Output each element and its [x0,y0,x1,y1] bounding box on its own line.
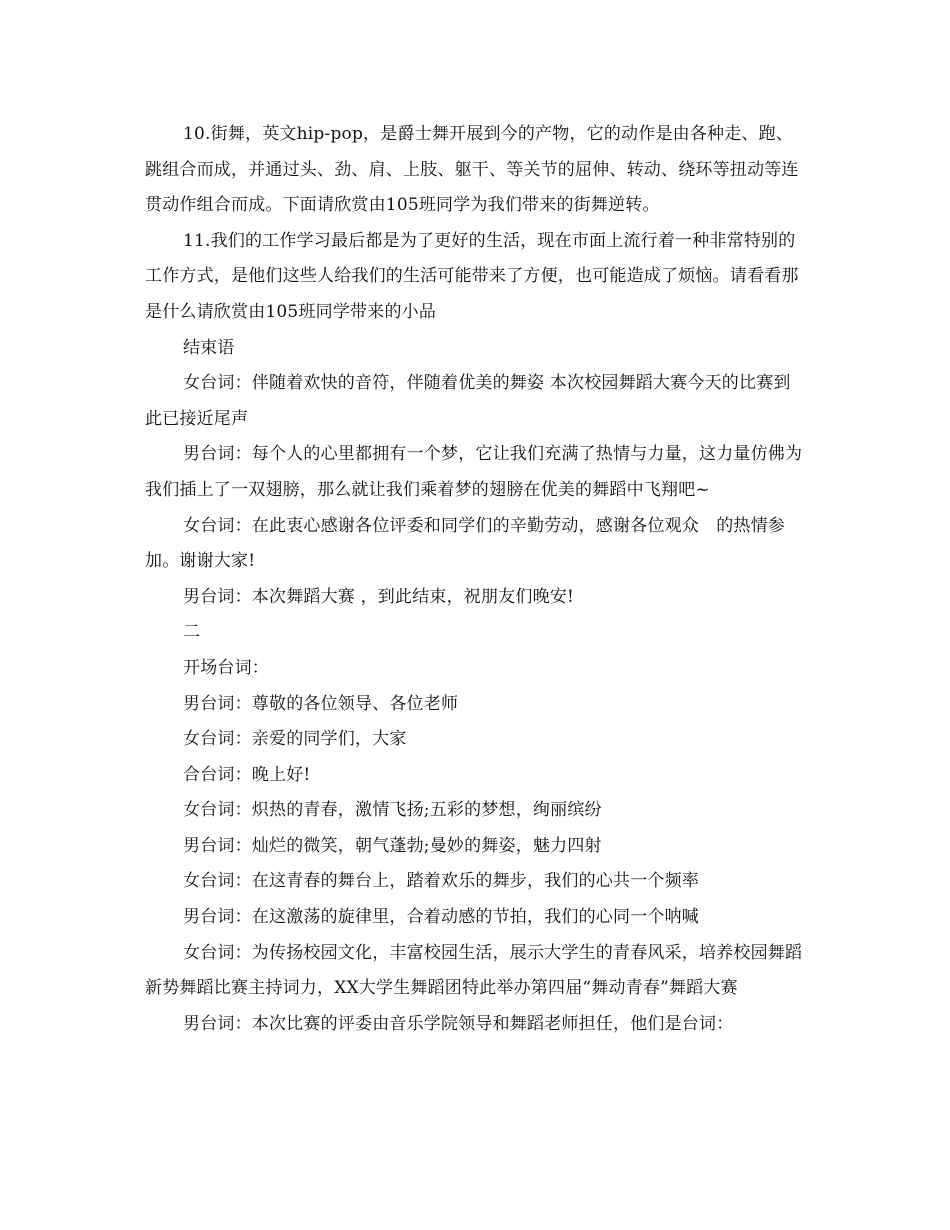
paragraph-closing-female-2: 女台词：在此衷心感谢各位评委和同学们的辛勤劳动，感谢各位观众 的热情参加。谢谢大家! [145,515,785,572]
paragraph-opening-male-4: 男台词：本次比赛的评委由音乐学院领导和舞蹈老师担任，他们是台词： [183,1013,734,1034]
paragraph-closing-female-1: 女台词：伴随着欢快的音符，伴随着优美的舞姿 本次校园舞蹈大赛今天的比赛到此已接近尾声 [145,373,791,429]
paragraph-closing-male-1: 男台词：每个人的心里都拥有一个梦，它让我们充满了热情与力量，这力量仿佛为我们插上了一双翅膀，那么就让我们乘着梦的翅膀在优美的舞蹈中飞翔吧~ [145,444,803,500]
section-heading-opening: 开场台词： [183,657,269,678]
paragraph-opening-male-3: 男台词：在这激荡的旋律里，合着动感的节拍，我们的心同一个呐喊 [183,907,699,928]
section-number-two: 二 [183,622,201,643]
document-body [145,117,805,1042]
paragraph-opening-male-2: 男台词：灿烂的微笑，朝气蓬勃;曼妙的舞姿，魅力四射 [183,835,602,856]
paragraph-opening-male-1: 男台词：尊敬的各位领导、各位老师 [183,693,459,714]
paragraph-opening-female-1: 女台词：亲爱的同学们，大家 [183,729,407,750]
section-heading-closing: 结束语 [183,337,235,358]
paragraph-opening-female-4: 女台词：为传扬校园文化，丰富校园生活，展示大学生的青春风采，培养校园舞蹈新势舞蹈比赛主持词力，XX大学生舞蹈团特此举办第四届“舞动青春”舞蹈大赛 [145,942,803,999]
paragraph-skit-intro: 11.我们的工作学习最后都是为了更好的生活，现在市面上流行着一种非常特别的工作方式，是他们这些人给我们的生活可能带来了方便，也可能造成了烦恼。请看看那是什么请欣赏由105班同学带来的小品 [145,230,799,322]
paragraph-opening-female-2: 女台词：炽热的青春，激情飞扬;五彩的梦想，绚丽缤纷 [183,800,602,821]
paragraph-hiphop-intro: 10.街舞，英文hip-pop，是爵士舞开展到今的产物，它的动作是由各种走、跑、跳组合而成，并通过头、劲、肩、上肢、躯干、等关节的屈伸、转动、绕环等扭动等连贯动作组合而成。下面请欣赏由105班同学为我们带来的街舞逆转。 [145,124,799,216]
paragraph-closing-male-2: 男台词：本次舞蹈大赛 ，到此结束，祝朋友们晚安! [183,586,575,607]
paragraph-opening-together: 合台词：晚上好! [183,764,311,785]
paragraph-opening-female-3: 女台词：在这青春的舞台上，踏着欢乐的舞步，我们的心共一个频率 [183,871,699,892]
